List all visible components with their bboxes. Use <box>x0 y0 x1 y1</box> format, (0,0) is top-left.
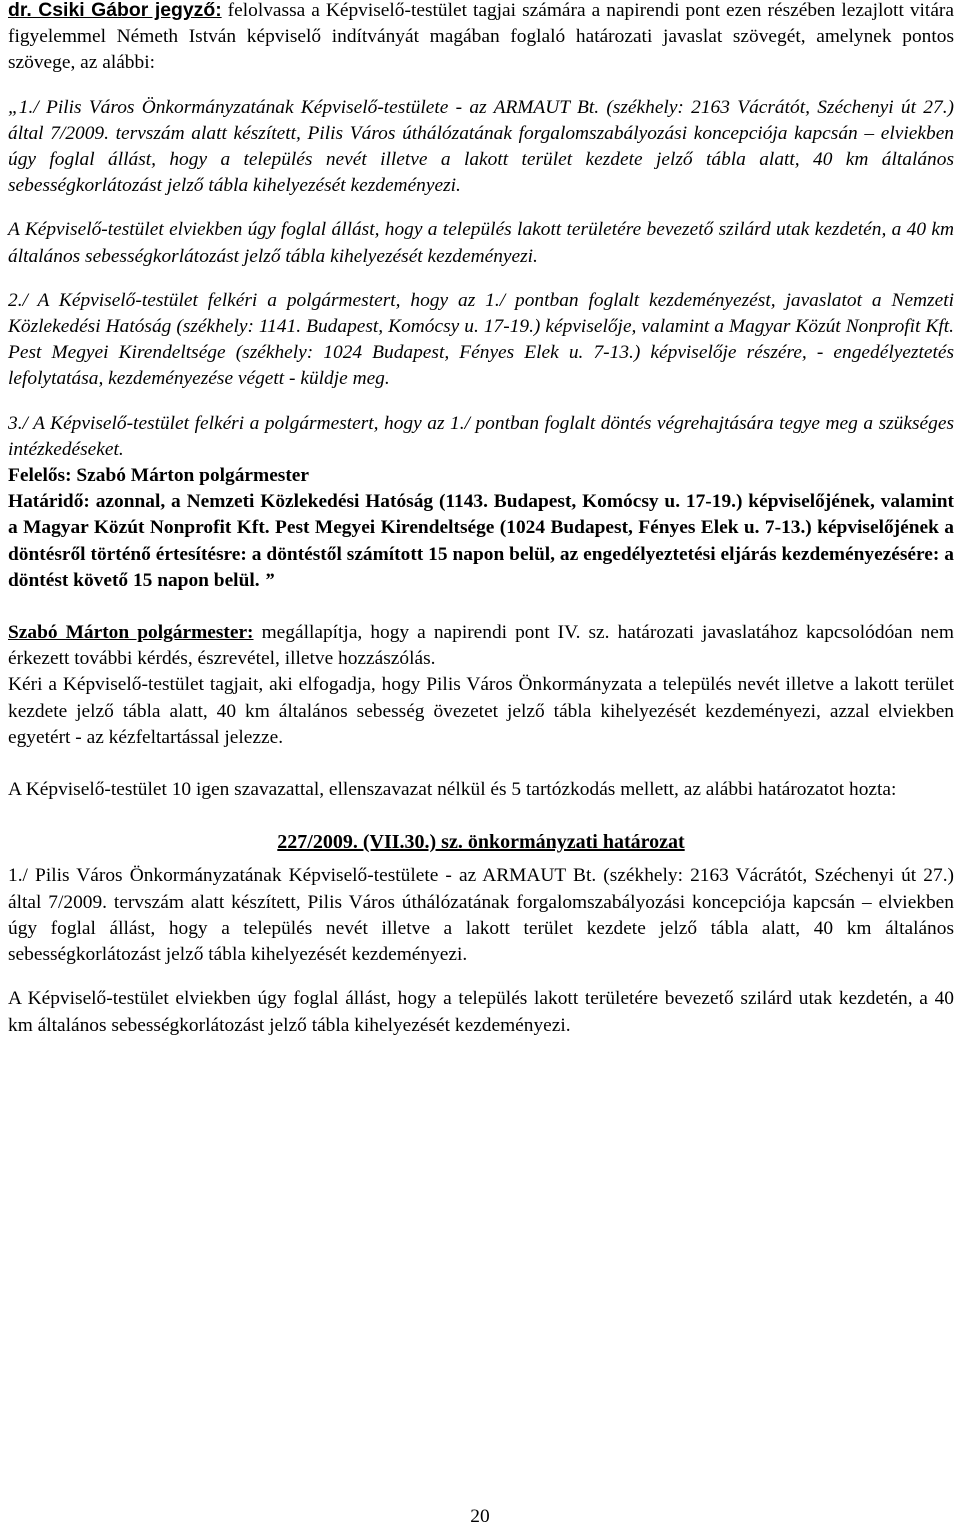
mayor-text: megállapítja, hogy a napirendi pont IV. sz. határozati javaslatához kapcsolódóan nem érkezett további kérdés, észrevétel, illetve hozzászólás. <box>8 622 955 670</box>
resolution-paragraph-1: 1./ Pilis Város Önkormányzatának Képviselő-testülete - az ARMAUT Bt. (székhely: 2163 Vácrátót, Széchenyi út 27.) által 7/2009. tervszám alatt készített, Pilis Város úthálózatának forgalomszabályozási koncepciója kapcsán – elviekben úgy foglal állást, hogy a település nevét illetve a lakott terület kezdete jelző tábla alatt, 40 km általános sebességkorlátozást jelző tábla kihelyezését kezdeményezi. <box>8 865 954 966</box>
page-number: 20 <box>470 1506 490 1527</box>
intro-text: felolvassa a Képviselő-testület tagjai számára a napirendi pont ezen részében lezajlott vitára figyelemmel Németh István képviselő indítványát magában foglaló határozati javaslat szövegét, amelynek pontos szövege, az alábbi: <box>8 0 954 74</box>
resolution-title: 227/2009. (VII.30.) sz. önkormányzati határozat <box>277 831 685 854</box>
proposal-responsible: Felelős: Szabó Márton polgármester <box>8 465 310 487</box>
proposal-deadline: Határidő: azonnal, a Nemzeti Közlekedési Hatóság (1143. Budapest, Komócsy u. 17-19.) képviselőjének, valamint a Magyar Közút Nonprofit Kft. Pest Megyei Kirendeltsége (1024 Budapest, Fényes Elek u. 7-13.) képviselőjének a döntésről történő értesítésre: a döntéstől számított 15 napon belül, az engedélyeztetési eljárás kezdeményezésére: a döntést követő 15 napon belül. <box>8 491 954 591</box>
proposal-paragraph-1 <box>8 95 954 200</box>
closing-quote: ” <box>259 569 275 591</box>
intro-paragraph <box>8 0 954 77</box>
speaker-mayor: Szabó Márton polgármester: <box>8 622 254 644</box>
proposal-deadline-paragraph <box>8 489 954 594</box>
speaker-notary: dr. Csiki Gábor jegyző: <box>8 0 222 21</box>
mayor-paragraph <box>8 620 954 672</box>
vote-result: A Képviselő-testület 10 igen szavazattal, ellenszavazat nélkül és 5 tartózkodás mellett, az alábbi határozatot hozta: <box>8 779 897 801</box>
proposal-paragraph-1-lead: „1./ Pilis Város Önkormányzatának Képviselő-testülete - az ARMAUT Bt. (székhely: 2163 Vácrátót, Széchenyi út 27.) által 7/2009. <box>8 96 954 144</box>
document-body <box>8 0 954 1039</box>
proposal-paragraph-2: A Képviselő-testület elviekben úgy foglal állást, hogy a település lakott területére bevezető szilárd utak kezdetén, a 40 km általános sebességkorlátozást jelző tábla kihelyezését kezdeményezi. <box>8 219 954 267</box>
mayor-request: Kéri a Képviselő-testület tagjait, aki elfogadja, hogy Pilis Város Önkormányzata a település nevét illetve a lakott terület kezdete jelző tábla alatt, 40 km általános sebesség övezetet jelző tábla kihelyezését kezdeményezi, azzal elviekben egyetért - az kézfeltartással jelezze. <box>8 674 954 748</box>
proposal-paragraph-1-rest: tervszám alatt készített, Pilis Város úthálózatának forgalomszabályozási koncepciója kapcsán – elviekben úgy foglal állást, hogy a település nevét illetve a lakott terület kezdete jelző tábla alatt, 40 km általános sebességkorlátozást jelző tábla kihelyezését kezdeményezi. <box>8 122 954 197</box>
proposal-paragraph-3: 2./ A Képviselő-testület felkéri a polgármestert, hogy az 1./ pontban foglalt kezdeményezést, javaslatot a Nemzeti Közlekedési Hatóság (székhely: 1141. Budapest, Komócsy u. 17-19.) képviselője, valamint a Magyar Közút Nonprofit Kft. Pest Megyei Kirendeltsége (székhely: 1024 Budapest, Fényes Elek u. 7-13.) képviselője részére, - engedélyeztetés lefolytatása, kezdeményezése végett - küldje meg. <box>8 289 954 390</box>
resolution-paragraph-2: A Képviselő-testület elviekben úgy foglal állást, hogy a település lakott területére bevezető szilárd utak kezdetén, a 40 km általános sebességkorlátozást jelző tábla kihelyezését kezdeményezi. <box>8 988 954 1036</box>
proposal-paragraph-4: 3./ A Képviselő-testület felkéri a polgármestert, hogy az 1./ pontban foglalt döntés végrehajtására tegye meg a szükséges intézkedéseket. <box>8 412 954 460</box>
